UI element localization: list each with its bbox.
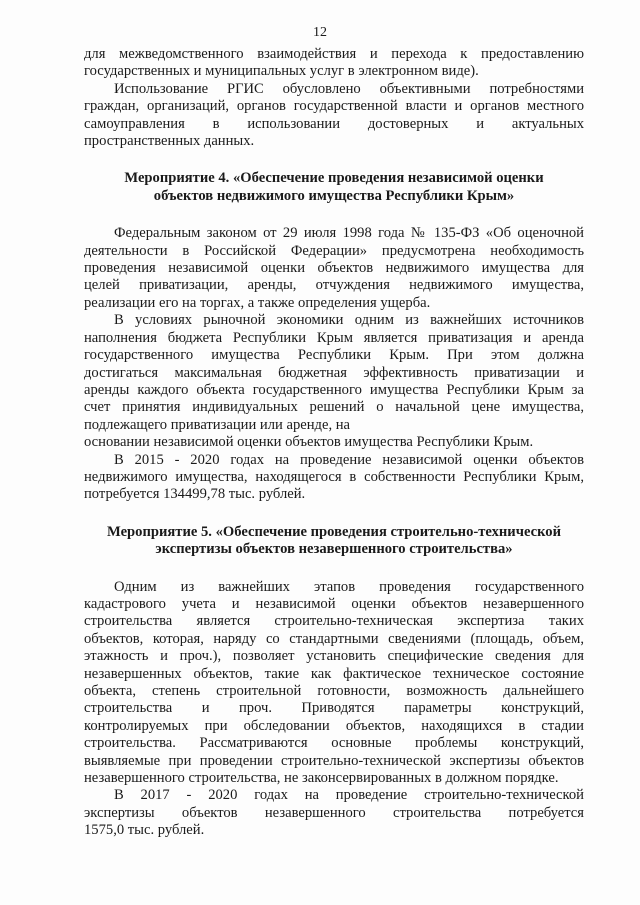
document-body [84,46,584,840]
text-line: объекта, степень строительной готовности, возможность дальнейшего [84,683,584,699]
text-line: достигаться максимальная бюджетная эффективность приватизации и [84,364,584,381]
text-line: строительства. Рассматриваются основные проблемы конструкций, [84,735,584,752]
text-line: пространственных данных. [84,133,255,150]
text-line: проведения независимой оценки объектов недвижимого имущества для [84,260,584,277]
text-line: объектов, которая, наряду со стандартными сведениями (площадь, объем, [84,630,584,647]
paragraph-rgis [84,46,584,150]
text-line: самоуправления в использовании достоверных и актуальных [84,115,584,132]
page-number: 12 [313,25,327,40]
text-line: кадастрового учета и независимой оценки объектов незавершенного [84,595,584,612]
paragraph-expertise [84,579,584,840]
text-line: целей приватизации, аренды, отчуждения недвижимого имущества, [84,277,584,294]
text-line: потребуется 134499,78 тыс. рублей. [84,486,306,503]
text-line: основании независимой оценки объектов имущества Республики Крым. [84,434,534,451]
text-line: наполнения бюджета Республики Крым является приватизация и аренда [84,329,584,346]
section-heading-4 [84,170,584,205]
text-line: реализации его на торгах, а также определения ущерба. [84,294,431,311]
text-line: незавершенного строительства, не законсервированных в должном порядке. [84,770,559,787]
text-line: В условиях рыночной экономики одним из важнейших источников [114,312,584,329]
heading-line: Мероприятие 5. «Обеспечение проведения строительно-технической [106,523,562,540]
heading-line: объектов недвижимого имущества Республики Крым» [153,187,515,204]
text-line: 1575,0 тыс. рублей. [84,822,205,839]
text-line: государственного имущества Республики Крым. При этом должна [84,347,584,364]
text-line: этажность и проч.), позволяет установить специфические сведения для [84,648,584,665]
text-line: счет принятия индивидуальных решений о начальной цене имущества, [84,399,584,416]
text-line: контролируемых при обследовании объектов, находящихся в стадии [84,717,584,734]
text-line: для межведомственного взаимодействия и перехода к предоставлению [84,46,584,62]
text-line: строительства является строительно-техническая экспертиза таких [84,613,584,630]
text-line: граждан, организаций, органов государственной власти и органов местного [84,98,584,115]
text-line: деятельности в Российской Федерации» предусмотрена необходимость [84,242,584,259]
text-line: подлежащего приватизации или аренде, на [84,416,351,433]
text-line: В 2015 - 2020 годах на проведение независимой оценки объектов [114,451,584,468]
heading-line: Мероприятие 4. «Обеспечение проведения независимой оценки [124,170,544,187]
text-line: Федеральным законом от 29 июля 1998 года № 135-ФЗ «Об оценочной [114,225,584,242]
text-line: экспертизы объектов незавершенного строительства потребуется [84,804,584,821]
text-line: выявляемые при проведении строительно-технической экспертизы объектов [84,752,584,769]
text-line: В 2017 - 2020 годах на проведение строительно-технической [114,787,584,804]
text-line: Одним из важнейших этапов проведения государственного [114,578,584,595]
heading-line: экспертизы объектов незавершенного строительства» [155,541,513,558]
text-line: строительства и проч. Приводятся параметры конструкций, [84,700,584,717]
paragraph-assessment [84,225,584,504]
text-line: Использование РГИС обусловлено объективными потребностями [114,80,584,97]
section-heading-5 [84,524,584,559]
text-line: незавершенных объектов, такие как фактическое техническое состояние [84,665,584,682]
text-line: государственных и муниципальных услуг в электронном виде). [84,63,479,80]
text-line: аренды каждого объекта государственного имущества Республики Крым за [84,381,584,398]
text-line: недвижимого имущества, находящегося в собственности Республики Крым, [84,468,584,485]
